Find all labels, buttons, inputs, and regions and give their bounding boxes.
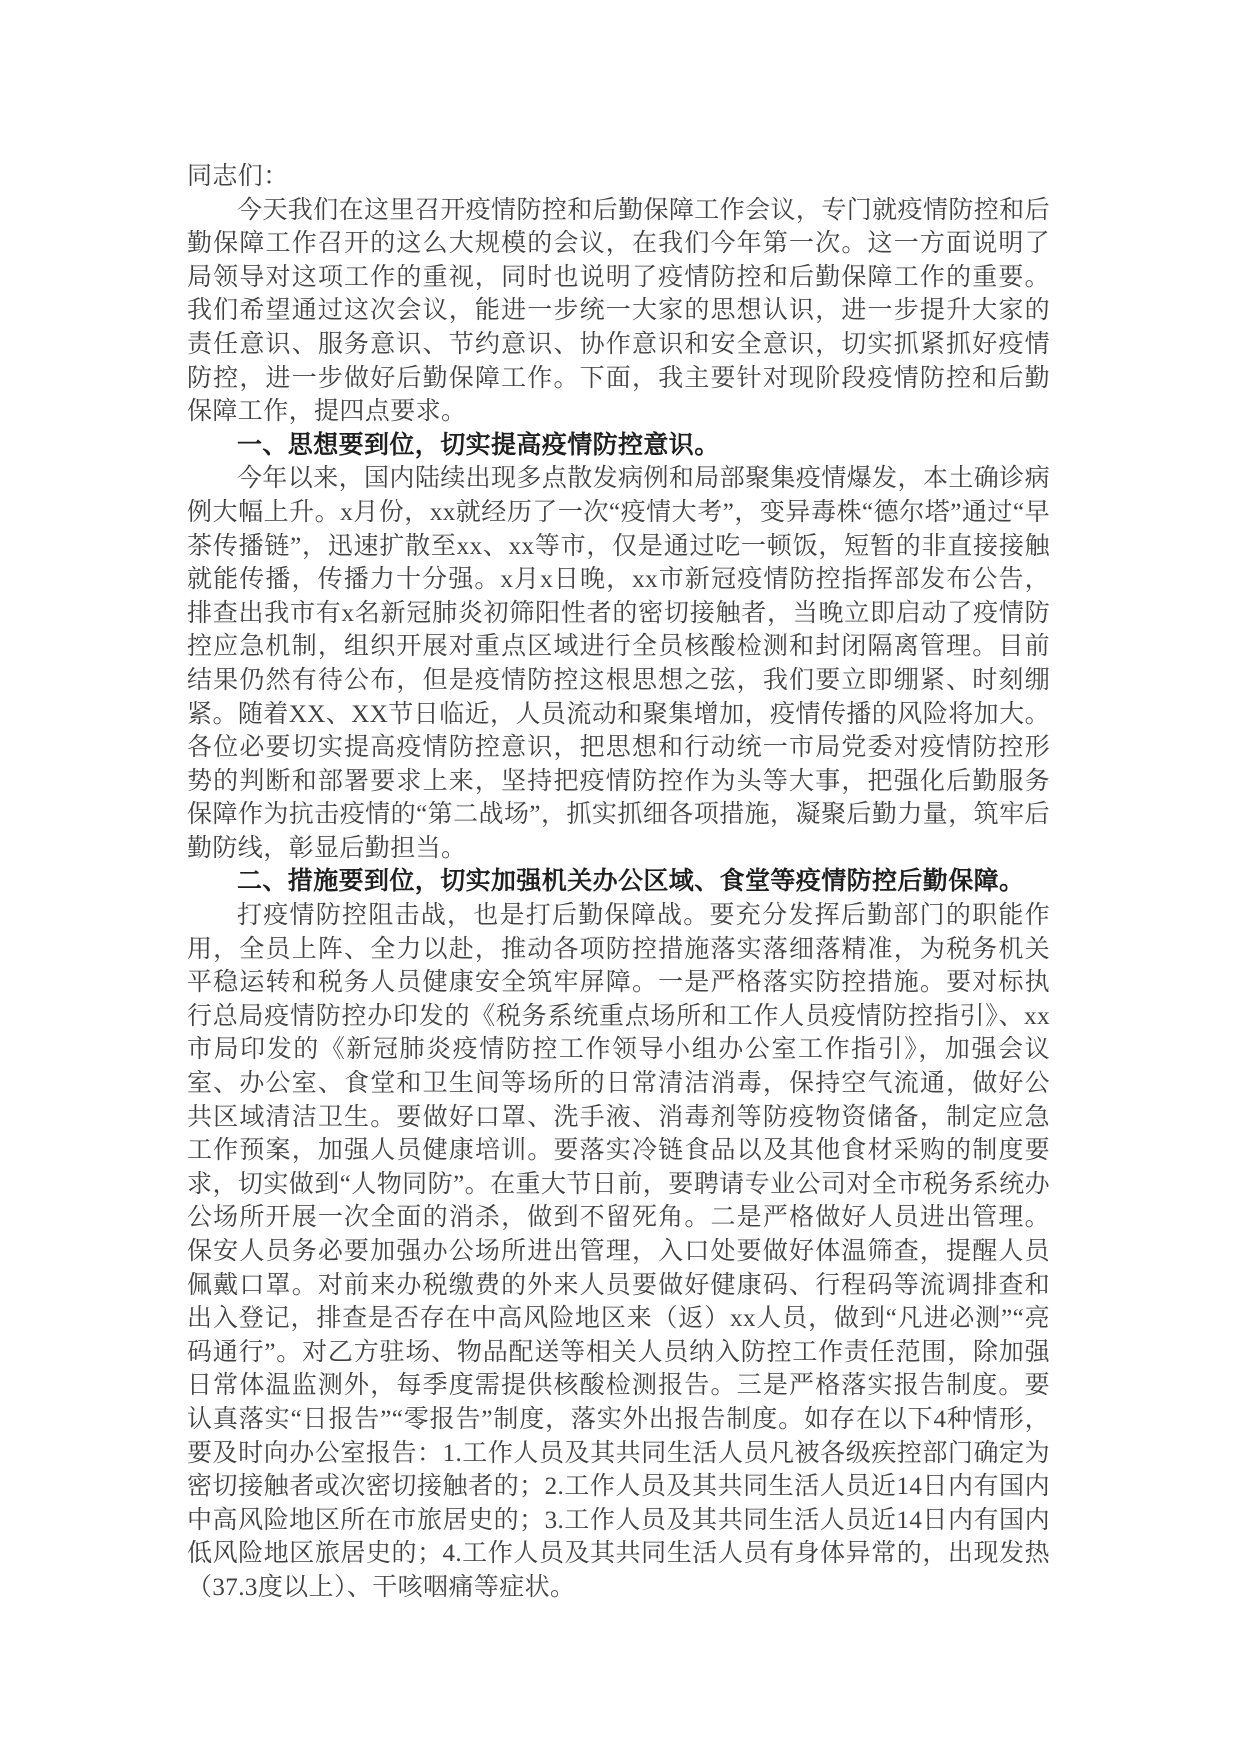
salutation: 同志们： xyxy=(187,163,289,190)
section-2-paragraph: 打疫情防控阻击战，也是打后勤保障战。要充分发挥后勤部门的职能作用，全员上阵、全力以赴，推动各项防控措施落实落细落精准，为税务机关平稳运转和税务人员健康安全筑牢屏障。一是严格落实防控措施。要对标执行总局疫情防控办印发的《税务系统重点场所和工作人员疫情防控指引》、xx市局印发的《新冠肺炎疫情防控工作领导小组办公室工作指引》，加强会议室、办公室、食堂和卫生间等场所的日常清洁消毒，保持空气流通，做好公共区域清洁卫生。要做好口罩、洗手液、消毒剂等防疫物资储备，制定应急工作预案，加强人员健康培训。要落实冷链食品以及其他食材采购的制度要求，切实做到“人物同防”。在重大节日前，要聘请专业公司对全市税务系统办公场所开展一次全面的消杀，做到不留死角。二是严格做好人员进出管理。保安人员务必要加强办公场所进出管理，入口处要做好体温筛查，提醒人员佩戴口罩。对前来办税缴费的外来人员要做好健康码、行程码等流调排查和出入登记，排查是否存在中高风险地区来（返）xx人员，做到“凡进必测”“亮码通行”。对乙方驻场、物品配送等相关人员纳入防控工作责任范围，除加强日常体温监测外，每季度需提供核酸检测报告。三是严格落实报告制度。要认真落实“日报告”“零报告”制度，落实外出报告制度。如存在以下4种情形，要及时向办公室报告：1.工作人员及其共同生活人员凡被各级疾控部门确定为密切接触者或次密切接触者的；2.工作人员及其共同生活人员近14日内有国内中高风险地区所在市旅居史的；3.工作人员及其共同生活人员近14日内有国内低风险地区旅居史的；4.工作人员及其共同生活人员有身体异常的，出现发热（37.3度以上）、干咳咽痛等症状。 xyxy=(187,902,1050,1601)
section-1-paragraph: 今年以来，国内陆续出现多点散发病例和局部聚集疫情爆发，本土确诊病例大幅上升。x月份，xx就经历了一次“疫情大考”，变异毒株“德尔塔”通过“早茶传播链”，迅速扩散至xx、xx等市，仅是通过吃一顿饭，短暂的非直接接触就能传播，传播力十分强。x月x日晚，xx市新冠疫情防控指挥部发布公告，排查出我市有x名新冠肺炎初筛阳性者的密切接触者，当晚立即启动了疫情防控应急机制，组织开展对重点区域进行全员核酸检测和封闭隔离管理。目前结果仍然有待公布，但是疫情防控这根思想之弦，我们要立即绷紧、时刻绷紧。随着XX、XX节日临近，人员流动和聚集增加，疫情传播的风险将加大。各位必要切实提高疫情防控意识，把思想和行动统一市局党委对疫情防控形势的判断和部署要求上来，坚持把疫情防控作为头等大事，把强化后勤服务保障作为抗击疫情的“第二战场”，抓实抓细各项措施，凝聚后勤力量，筑牢后勤防线，彰显后勤担当。 xyxy=(187,465,1050,862)
section-heading-1: 一、思想要到位，切实提高疫情防控意识。 xyxy=(237,431,720,459)
section-heading-2: 二、措施要到位，切实加强机关办公区域、食堂等疫情防控后勤保障。 xyxy=(237,868,1025,896)
opening-paragraph: 今天我们在这里召开疫情防控和后勤保障工作会议，专门就疫情防控和后勤保障工作召开的这么大规模的会议，在我们今年第一次。这一方面说明了局领导对这项工作的重视，同时也说明了疫情防控和后勤保障工作的重要。我们希望通过这次会议，能进一步统一大家的思想认识，进一步提升大家的责任意识、服务意识、节约意识、协作意识和安全意识，切实抓紧抓好疫情防控，进一步做好后勤保障工作。下面，我主要针对现阶段疫情防控和后勤保障工作，提四点要求。 xyxy=(187,196,1050,426)
